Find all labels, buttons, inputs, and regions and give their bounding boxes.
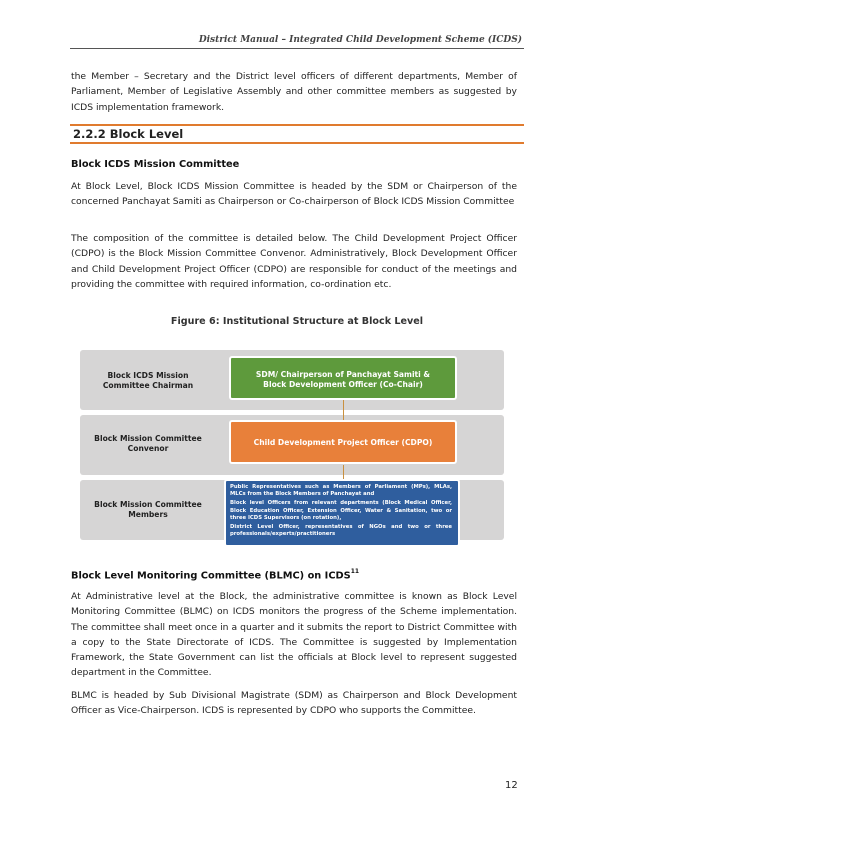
section-title: 2.2.2 Block Level bbox=[73, 127, 184, 141]
monitoring-heading-text: Block Level Monitoring Committee (BLMC) on ICDS bbox=[71, 570, 351, 582]
connector-line-1 bbox=[343, 399, 344, 421]
members-line-2: Block level Officers from relevant departments (Block Medical Officer, Block Education Officer, Extension Officer, Water & Sanitation, two or three ICDS Supervisors (on rotation), bbox=[230, 500, 452, 521]
chairman-box: SDM/ Chairperson of Panchayat Samiti & Block Development Officer (Co-Chair) bbox=[229, 356, 457, 400]
mission-committee-heading: Block ICDS Mission Committee bbox=[71, 159, 240, 170]
monitoring-paragraph-1: At Administrative level at the Block, the administrative committee is known as Block Level Monitoring Committee (BLMC) on ICDS monitors the progress of the Scheme implementation. The committee shall meet once in a quarter and it submits the report to District Committee with a copy to the State Directorate of ICDS. The Committee is suggested by Implementation Framework, the State Government can list the officials at Block level to represent suggested department in the Committee. bbox=[71, 591, 517, 679]
convenor-box: Child Development Project Officer (CDPO) bbox=[229, 420, 457, 464]
row-label-convenor: Block Mission Committee Convenor bbox=[94, 434, 202, 453]
members-line-3: District Level Officer, representatives of NGOs and two or three professionals/experts/practitioners bbox=[230, 524, 452, 538]
footnote-ref: 11 bbox=[350, 568, 360, 575]
row-label-chairman: Block ICDS Mission Committee Chairman bbox=[102, 371, 194, 390]
section-heading-bar bbox=[70, 124, 524, 144]
row-label-members: Block Mission Committee Members bbox=[94, 500, 202, 519]
members-line-1: Public Representatives such as Members of Parliament (MPs), MLAs, MLCs from the Block Members of Panchayat and bbox=[230, 484, 452, 498]
monitoring-committee-heading bbox=[71, 569, 359, 581]
members-box bbox=[224, 479, 460, 547]
mission-committee-paragraph-2: The composition of the committee is detailed below. The Child Development Project Officer (CDPO) is the Block Mission Committee Convenor. Administratively, Block Development Officer and Child Development Project Officer (CDPO) are responsible for conduct of the meetings and providing the committee with required information, co-ordination etc. bbox=[71, 233, 517, 290]
monitoring-paragraph-2: BLMC is headed by Sub Divisional Magistrate (SDM) as Chairperson and Block Development Officer as Vice-Chairperson. ICDS is represented by CDPO who supports the Committee. bbox=[71, 690, 517, 717]
header-rule bbox=[70, 48, 524, 49]
mission-committee-paragraph-1: At Block Level, Block ICDS Mission Committee is headed by the SDM or Chairperson of the concerned Panchayat Samiti as Chairperson or Co-chairperson of Block ICDS Mission Committee bbox=[71, 181, 517, 208]
figure-caption: Figure 6: Institutional Structure at Block Level bbox=[170, 316, 424, 327]
running-header: District Manual – Integrated Child Development Scheme (ICDS) bbox=[198, 35, 522, 45]
intro-paragraph: the Member – Secretary and the District level officers of different departments, Member of Parliament, Member of Legislative Assembly and other committee members as suggested by ICDS implementation framework. bbox=[71, 71, 517, 113]
page-number: 12 bbox=[505, 780, 518, 791]
